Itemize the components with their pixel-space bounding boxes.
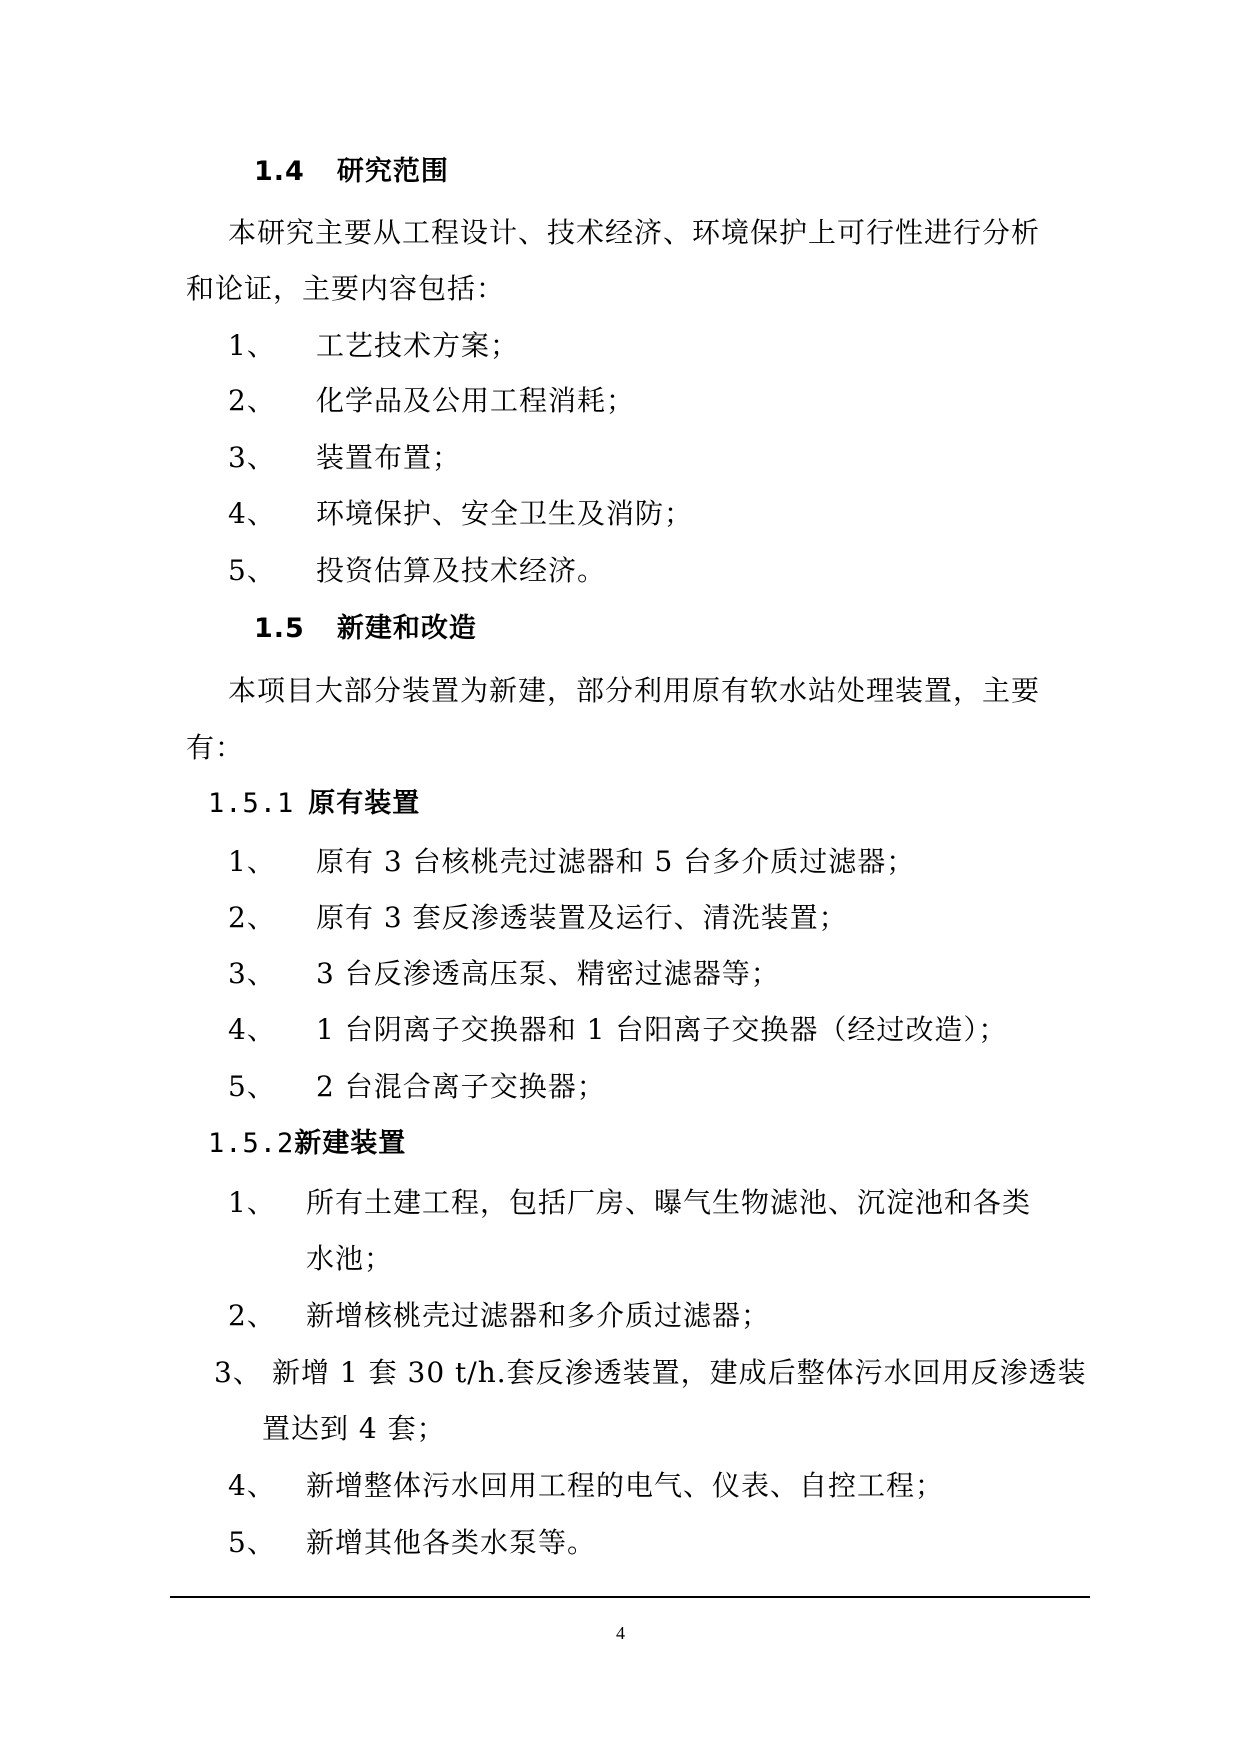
footer-rule bbox=[170, 1596, 1090, 1598]
list-number: 5、 bbox=[228, 1526, 276, 1559]
list-item bbox=[228, 957, 780, 991]
section-heading-1-5-1 bbox=[208, 787, 420, 821]
list-text: 原有 3 台核桃壳过滤器和 5 台多介质过滤器； bbox=[316, 845, 916, 878]
list-text: 新增其他各类水泵等。 bbox=[306, 1526, 597, 1559]
list-text: 新增整体污水回用工程的电气、仪表、自控工程； bbox=[306, 1469, 945, 1502]
list-number: 1、 bbox=[228, 1186, 276, 1219]
list-item bbox=[228, 845, 915, 879]
section-title: 新建和改造 bbox=[336, 613, 477, 644]
list-text: 工艺技术方案； bbox=[316, 329, 520, 362]
paragraph-line: 本研究主要从工程设计、技术经济、环境保护上可行性进行分析 bbox=[228, 216, 1041, 249]
list-item bbox=[228, 1186, 1031, 1220]
section-number: 1.5 bbox=[254, 613, 305, 644]
list-item bbox=[228, 1526, 596, 1560]
list-item bbox=[228, 1299, 770, 1333]
list-number: 3、 bbox=[228, 441, 276, 474]
list-item bbox=[228, 329, 519, 363]
list-number: 2、 bbox=[228, 1299, 276, 1332]
list-item bbox=[228, 1013, 1007, 1047]
list-text: 装置布置； bbox=[316, 441, 462, 474]
list-number: 1、 bbox=[228, 329, 276, 362]
paragraph-line: 和论证，主要内容包括： bbox=[186, 272, 506, 305]
section-heading-1-5 bbox=[254, 612, 477, 646]
list-text: 2 台混合离子交换器； bbox=[316, 1070, 606, 1103]
list-text: 环境保护、安全卫生及消防； bbox=[316, 497, 694, 530]
list-text: 新增 1 套 30 t/h.套反渗透装置，建成后整体污水回用反渗透装 bbox=[272, 1356, 1087, 1389]
section-number: 1.5.2 bbox=[208, 1128, 295, 1159]
list-item bbox=[228, 441, 461, 475]
list-number: 5、 bbox=[228, 554, 276, 587]
list-item bbox=[228, 384, 635, 418]
list-text: 1 台阴离子交换器和 1 台阳离子交换器（经过改造）； bbox=[316, 1013, 1008, 1046]
list-number: 3、 bbox=[214, 1356, 262, 1389]
section-title: 研究范围 bbox=[336, 156, 449, 187]
section-number: 1.5.1 bbox=[208, 788, 295, 819]
list-number: 2、 bbox=[228, 384, 276, 417]
list-item bbox=[214, 1356, 1087, 1390]
list-number: 4、 bbox=[228, 1013, 276, 1046]
list-text: 3 台反渗透高压泵、精密过滤器等； bbox=[316, 957, 780, 990]
list-item bbox=[228, 1469, 944, 1503]
paragraph-line: 有： bbox=[186, 731, 245, 764]
paragraph-line: 本项目大部分装置为新建，部分利用原有软水站处理装置，主要 bbox=[228, 674, 1041, 707]
list-text: 化学品及公用工程消耗； bbox=[316, 384, 636, 417]
list-item bbox=[228, 554, 606, 588]
list-item bbox=[228, 1070, 606, 1104]
list-item-continuation: 置达到 4 套； bbox=[262, 1412, 446, 1445]
list-number: 4、 bbox=[228, 1469, 276, 1502]
section-heading-1-4 bbox=[254, 155, 449, 189]
list-number: 1、 bbox=[228, 845, 276, 878]
list-number: 4、 bbox=[228, 497, 276, 530]
section-number: 1.4 bbox=[254, 156, 305, 187]
list-text: 原有 3 套反渗透装置及运行、清洗装置； bbox=[316, 901, 848, 934]
section-title: 原有装置 bbox=[308, 788, 421, 819]
page-number: 4 bbox=[616, 1623, 625, 1643]
list-text: 投资估算及技术经济。 bbox=[316, 554, 607, 587]
list-text: 新增核桃壳过滤器和多介质过滤器； bbox=[306, 1299, 771, 1332]
list-item bbox=[228, 901, 848, 935]
list-item bbox=[228, 497, 693, 531]
list-text: 所有土建工程，包括厂房、曝气生物滤池、沉淀池和各类 bbox=[306, 1186, 1032, 1219]
list-number: 5、 bbox=[228, 1070, 276, 1103]
list-number: 2、 bbox=[228, 901, 276, 934]
list-number: 3、 bbox=[228, 957, 276, 990]
section-heading-1-5-2 bbox=[208, 1127, 406, 1161]
list-item-continuation: 水池； bbox=[306, 1242, 394, 1275]
section-title: 新建装置 bbox=[294, 1128, 407, 1159]
